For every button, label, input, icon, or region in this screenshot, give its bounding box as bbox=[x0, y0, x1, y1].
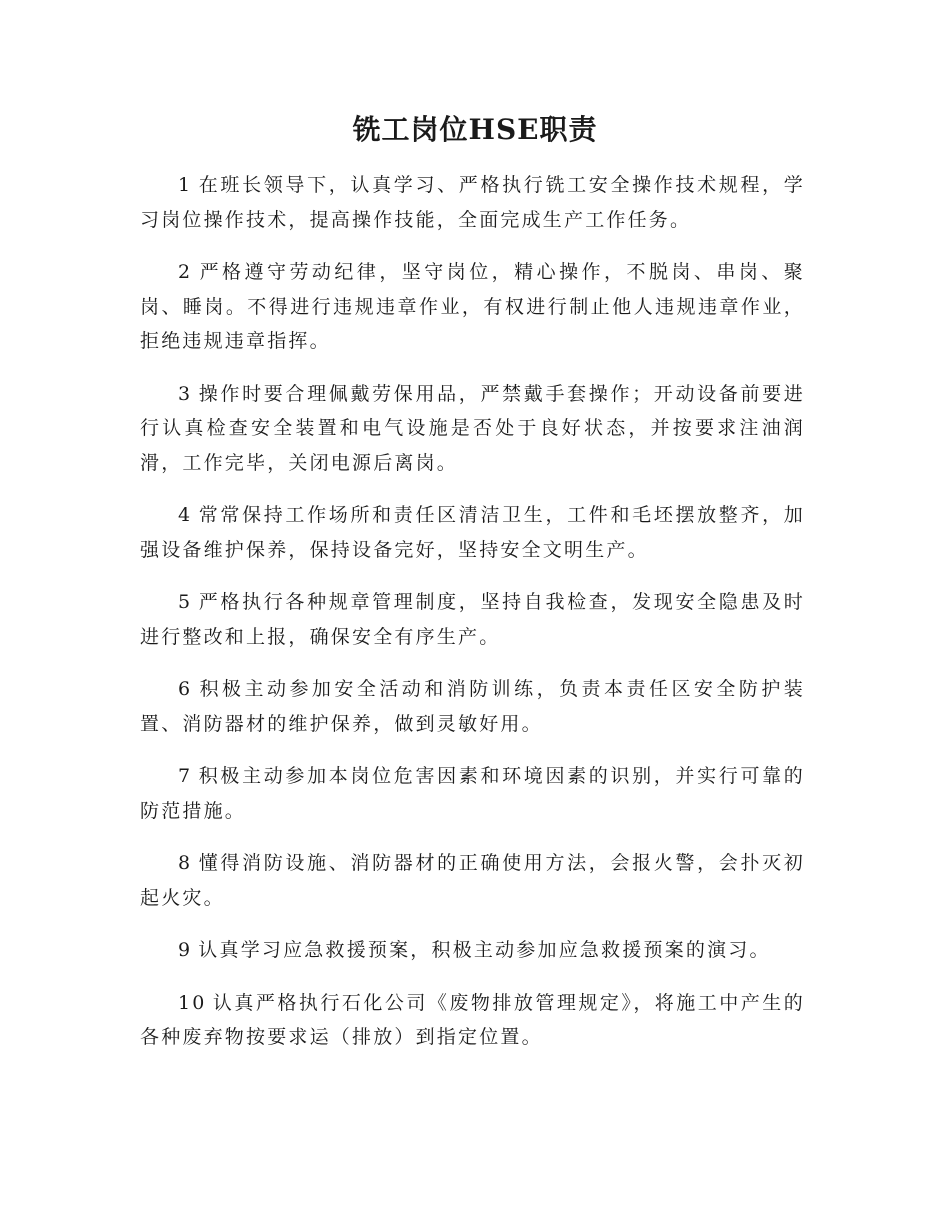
clause-number: 9 bbox=[178, 939, 193, 961]
clause-number: 8 bbox=[178, 852, 193, 874]
clause-item bbox=[140, 377, 805, 481]
clause-text: 常常保持工作场所和责任区清洁卫生，工件和毛坯摆放整齐，加强设备维护保养，保持设备完好，坚持安全文明生产。 bbox=[140, 504, 805, 561]
clause-text: 严格遵守劳动纪律，坚守岗位，精心操作，不脱岗、串岗、聚岗、睡岗。不得进行违规违章作业，有权进行制止他人违规违章作业，拒绝违规违章指挥。 bbox=[140, 261, 805, 352]
clause-number: 7 bbox=[178, 765, 193, 787]
clause-text: 积极主动参加本岗位危害因素和环境因素的识别，并实行可靠的防范措施。 bbox=[140, 765, 805, 822]
clause-item bbox=[140, 168, 805, 237]
clause-item bbox=[140, 933, 805, 968]
document-title: 铣工岗位HSE职责 bbox=[352, 113, 598, 146]
clause-text: 操作时要合理佩戴劳保用品，严禁戴手套操作；开动设备前要进行认真检查安全装置和电气设施是否处于良好状态，并按要求注油润滑，工作完毕，关闭电源后离岗。 bbox=[140, 382, 805, 474]
clause-text: 在班长领导下，认真学习、严格执行铣工安全操作技术规程，学习岗位操作技术，提高操作技能，全面完成生产工作任务。 bbox=[140, 174, 805, 231]
clause-number: 2 bbox=[178, 261, 193, 283]
clause-text: 懂得消防设施、消防器材的正确使用方法，会报火警，会扑灭初起火灾。 bbox=[140, 852, 805, 909]
clause-item bbox=[140, 846, 805, 915]
clause-number: 6 bbox=[178, 678, 193, 700]
clause-number: 1 bbox=[178, 174, 193, 196]
clause-number: 4 bbox=[178, 504, 193, 526]
clause-item bbox=[140, 672, 805, 741]
clause-number: 3 bbox=[178, 382, 193, 405]
clause-item bbox=[140, 759, 805, 828]
clause-text: 认真学习应急救援预案，积极主动参加应急救援预案的演习。 bbox=[198, 939, 771, 961]
clause-text: 严格执行各种规章管理制度，坚持自我检查，发现安全隐患及时进行整改和上报，确保安全有序生产。 bbox=[140, 591, 805, 648]
clause-item bbox=[140, 986, 805, 1055]
clause-number: 5 bbox=[178, 591, 193, 613]
clause-text: 积极主动参加安全活动和消防训练，负责本责任区安全防护装置、消防器材的维护保养，做到灵敏好用。 bbox=[140, 678, 805, 735]
clause-item bbox=[140, 585, 805, 654]
clause-number: 10 bbox=[178, 991, 207, 1014]
clause-item bbox=[140, 255, 805, 359]
clause-text: 认真严格执行石化公司《废物排放管理规定》，将施工中产生的各种废弃物按要求运（排放）到指定位置。 bbox=[140, 991, 805, 1048]
clause-item bbox=[140, 498, 805, 567]
clause-list bbox=[140, 168, 805, 1073]
